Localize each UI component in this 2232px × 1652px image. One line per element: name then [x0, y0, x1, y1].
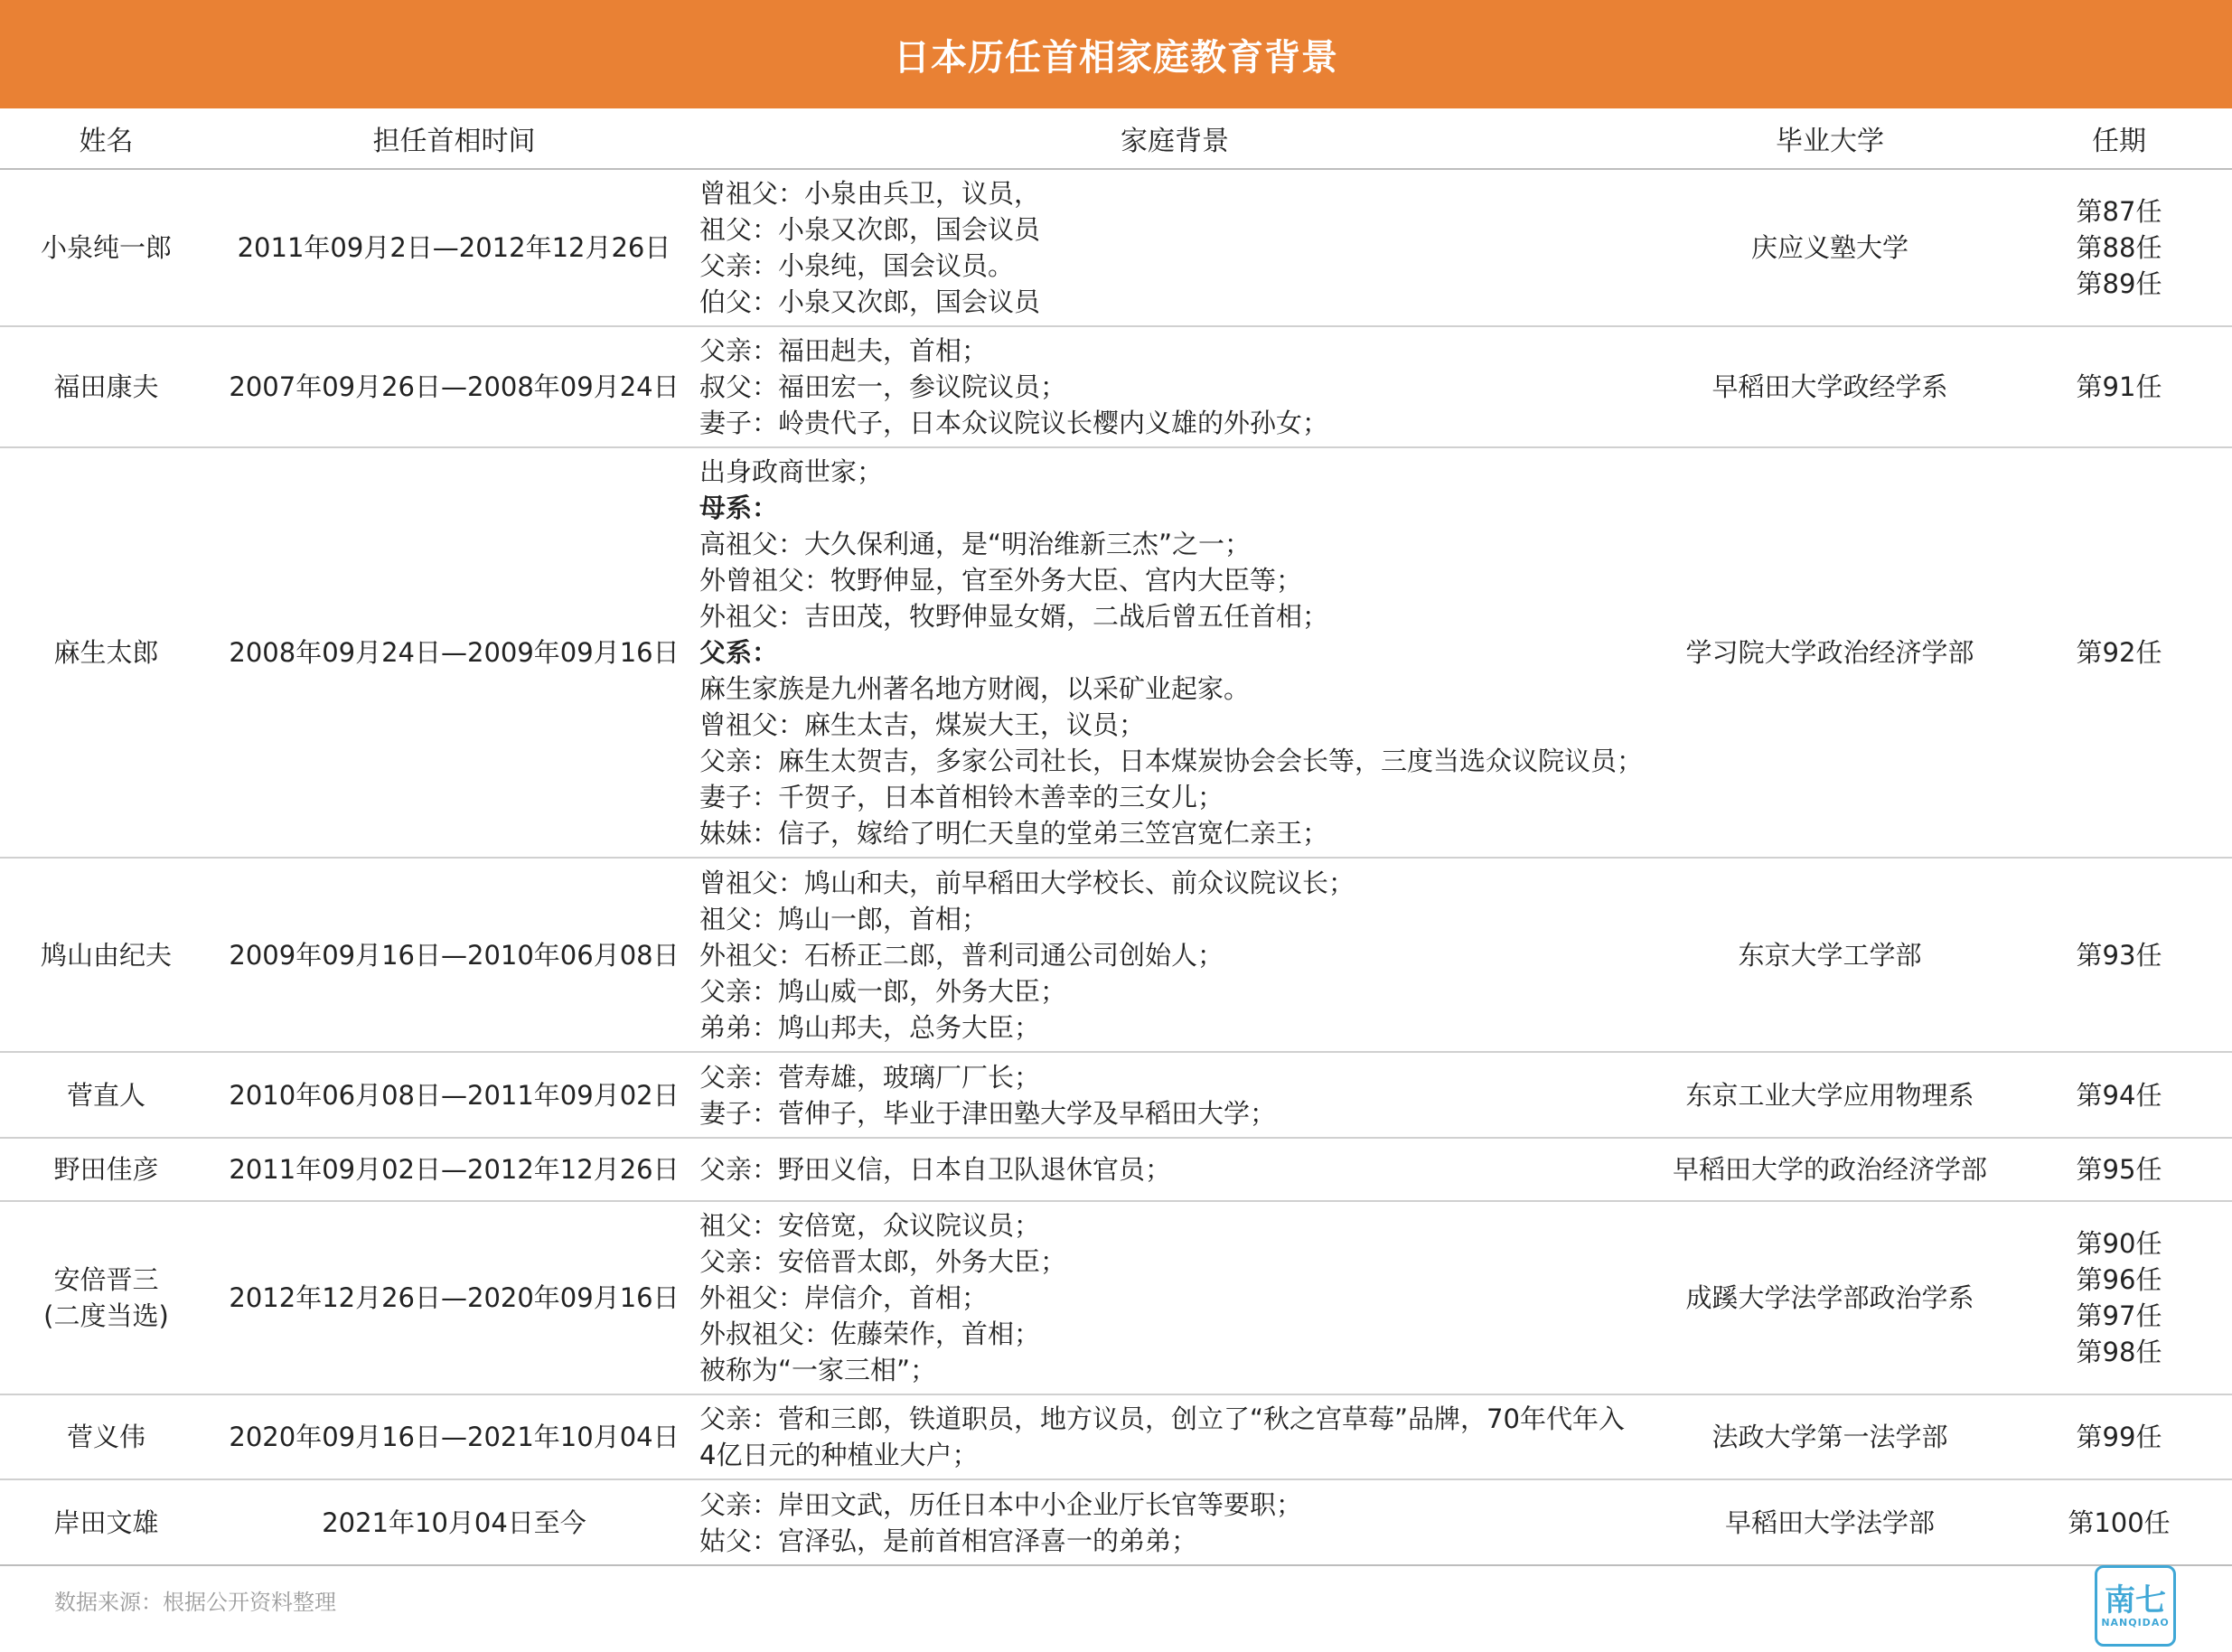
- cell-term: 2008年09月24日—2009年09月16日: [212, 447, 696, 858]
- header-university: 毕业大学: [1654, 108, 2006, 169]
- family-line: 父亲：小泉纯，国会议员。: [699, 250, 1015, 281]
- tenure-line: 第95任: [2076, 1154, 2162, 1185]
- cell-university: 法政大学第一法学部: [1654, 1394, 2006, 1479]
- table-row: [0, 326, 2232, 447]
- family-line: 出身政商世家；: [699, 456, 884, 487]
- cell-term: 2011年09月2日—2012年12月26日: [212, 169, 696, 326]
- cell-term: 2020年09月16日—2021年10月04日: [212, 1394, 696, 1479]
- family-line: 妹妹：信子，嫁给了明仁天皇的堂弟三笠宫宽仁亲王；: [699, 818, 1329, 849]
- tenure-line: 第99任: [2076, 1422, 2162, 1452]
- cell-family: [696, 1138, 1654, 1201]
- family-line: 弟弟：鸠山邦夫，总务大臣；: [699, 1011, 1041, 1043]
- cell-university: 早稻田大学政经学系: [1654, 326, 2006, 447]
- logo-text: NANQIDAO: [2101, 1616, 2170, 1629]
- cell-name: [0, 1201, 212, 1394]
- family-line: 父亲：安倍晋太郎，外务大臣；: [699, 1246, 1067, 1277]
- table-row: [0, 1479, 2232, 1565]
- cell-family: [696, 447, 1654, 858]
- table-header-row: [0, 108, 2232, 169]
- cell-term: 2010年06月08日—2011年09月02日: [212, 1052, 696, 1138]
- family-line: 外祖父：石桥正二郎，普利司通公司创始人；: [699, 939, 1224, 971]
- header-tenure: 任期: [2006, 108, 2232, 169]
- tenure-line: 第92任: [2076, 637, 2162, 668]
- tenure-line: 第93任: [2076, 939, 2162, 971]
- cell-tenure: [2006, 169, 2232, 326]
- cell-family: [696, 1479, 1654, 1565]
- family-section-heading: 父系：: [699, 637, 779, 668]
- family-line: 祖父：鸠山一郎，首相；: [699, 903, 989, 934]
- cell-term: 2009年09月16日—2010年06月08日: [212, 858, 696, 1052]
- cell-tenure: [2006, 447, 2232, 858]
- cell-name: 鸠山由纪夫: [0, 858, 212, 1052]
- family-line: 祖父：小泉又次郎，国会议员: [699, 214, 1041, 245]
- family-line: 4亿日元的种植业大户；: [699, 1440, 979, 1470]
- family-line: 父亲：菅和三郎，铁道职员，地方议员，创立了“秋之宫草莓”品牌，70年代年入: [699, 1403, 1625, 1434]
- table-row: [0, 1394, 2232, 1479]
- table-row: [0, 858, 2232, 1052]
- cell-name: 菅直人: [0, 1052, 212, 1138]
- family-line: 伯父：小泉又次郎，国会议员: [699, 286, 1041, 317]
- cell-tenure: [2006, 1052, 2232, 1138]
- cell-university: 早稻田大学法学部: [1654, 1479, 2006, 1565]
- cell-university: 学习院大学政治经济学部: [1654, 447, 2006, 858]
- tenure-line: 第100任: [2068, 1507, 2171, 1538]
- cell-family: [696, 1201, 1654, 1394]
- tenure-line: 第87任: [2076, 196, 2162, 227]
- family-line: 外祖父：岸信介，首相；: [699, 1282, 989, 1313]
- logo-mark: 南七: [2105, 1582, 2166, 1619]
- cell-name: 野田佳彦: [0, 1138, 212, 1201]
- cell-tenure: [2006, 1138, 2232, 1201]
- family-line: 外叔祖父：佐藤荣作，首相；: [699, 1319, 1041, 1349]
- family-line: 父亲：鸠山威一郎，外务大臣；: [699, 975, 1067, 1007]
- cell-name: 麻生太郎: [0, 447, 212, 858]
- family-line: 妻子：千贺子，日本首相铃木善幸的三女儿；: [699, 782, 1224, 812]
- cell-family: [696, 858, 1654, 1052]
- cell-tenure: [2006, 1479, 2232, 1565]
- tenure-line: 第97任: [2076, 1300, 2162, 1331]
- family-section-heading: 母系：: [699, 493, 779, 523]
- cell-name: 福田康夫: [0, 326, 212, 447]
- cell-family: [696, 169, 1654, 326]
- family-line: 曾祖父：麻生太吉，煤炭大王，议员；: [699, 709, 1146, 740]
- table-row: [0, 1201, 2232, 1394]
- nanqidao-logo: [2095, 1565, 2176, 1647]
- family-line: 祖父：安倍宽，众议院议员；: [699, 1210, 1041, 1241]
- family-line: 妻子：菅伸子，毕业于津田塾大学及早稻田大学；: [699, 1097, 1277, 1129]
- cell-term: 2021年10月04日至今: [212, 1479, 696, 1565]
- tenure-line: 第91任: [2076, 371, 2162, 402]
- cell-tenure: [2006, 326, 2232, 447]
- family-line: 妻子：岭贵代子，日本众议院议长樱内义雄的外孙女；: [699, 408, 1329, 438]
- header-name: 姓名: [0, 108, 212, 169]
- page-title: 日本历任首相家庭教育背景: [0, 0, 2232, 108]
- tenure-line: 第98任: [2076, 1337, 2162, 1367]
- cell-name: 菅义伟: [0, 1394, 212, 1479]
- cell-term: 2012年12月26日—2020年09月16日: [212, 1201, 696, 1394]
- tenure-line: 第88任: [2076, 232, 2162, 263]
- header-term: 担任首相时间: [212, 108, 696, 169]
- data-source-note: 数据来源：根据公开资料整理: [54, 1590, 336, 1615]
- cell-term: 2007年09月26日—2008年09月24日: [212, 326, 696, 447]
- pm-table: [0, 108, 2232, 1566]
- family-line: 姑父：宫泽弘，是前首相宫泽喜一的弟弟；: [699, 1525, 1198, 1556]
- family-line: 叔父：福田宏一，参议院议员；: [699, 371, 1067, 402]
- cell-family: [696, 1394, 1654, 1479]
- family-line: 麻生家族是九州著名地方财阀，以采矿业起家。: [699, 673, 1251, 704]
- table-row: [0, 1138, 2232, 1201]
- tenure-line: 第96任: [2076, 1264, 2162, 1295]
- cell-family: [696, 326, 1654, 447]
- family-line: 父亲：菅寿雄，玻璃厂厂长；: [699, 1061, 1041, 1093]
- name-line: 安倍晋三: [53, 1264, 159, 1295]
- family-line: 被称为“一家三相”；: [699, 1355, 937, 1385]
- cell-tenure: [2006, 858, 2232, 1052]
- cell-family: [696, 1052, 1654, 1138]
- cell-university: 庆应义塾大学: [1654, 169, 2006, 326]
- cell-university: 东京工业大学应用物理系: [1654, 1052, 2006, 1138]
- family-line: 父亲：岸田文武，历任日本中小企业厅长官等要职；: [699, 1488, 1303, 1520]
- cell-university: 东京大学工学部: [1654, 858, 2006, 1052]
- cell-term: 2011年09月02日—2012年12月26日: [212, 1138, 696, 1201]
- family-line: 高祖父：大久保利通，是“明治维新三杰”之一；: [699, 529, 1252, 559]
- header-family: 家庭背景: [696, 108, 1654, 169]
- family-line: 父亲：野田义信，日本自卫队退休官员；: [699, 1154, 1172, 1185]
- cell-tenure: [2006, 1394, 2232, 1479]
- family-line: 父亲：福田赳夫，首相；: [699, 335, 989, 366]
- name-note: (二度当选): [43, 1300, 169, 1331]
- family-line: 外曾祖父：牧野伸显，官至外务大臣、宫内大臣等；: [699, 565, 1303, 596]
- cell-university: 早稻田大学的政治经济学部: [1654, 1138, 2006, 1201]
- table-row: [0, 1052, 2232, 1138]
- table-row: [0, 447, 2232, 858]
- family-line: 外祖父：吉田茂，牧野伸显女婿，二战后曾五任首相；: [699, 601, 1329, 632]
- cell-name: 岸田文雄: [0, 1479, 212, 1565]
- table-row: [0, 169, 2232, 326]
- family-line: 曾祖父：小泉由兵卫，议员，: [699, 178, 1041, 209]
- cell-university: 成蹊大学法学部政治学系: [1654, 1201, 2006, 1394]
- tenure-line: 第89任: [2076, 268, 2162, 299]
- family-line: 曾祖父：鸠山和夫，前早稻田大学校长、前众议院议长；: [699, 867, 1355, 898]
- tenure-line: 第90任: [2076, 1228, 2162, 1259]
- tenure-line: 第94任: [2076, 1079, 2162, 1111]
- cell-name: 小泉纯一郎: [0, 169, 212, 326]
- cell-tenure: [2006, 1201, 2232, 1394]
- family-line: 父亲：麻生太贺吉，多家公司社长，日本煤炭协会会长等，三度当选众议院议员；: [699, 746, 1644, 776]
